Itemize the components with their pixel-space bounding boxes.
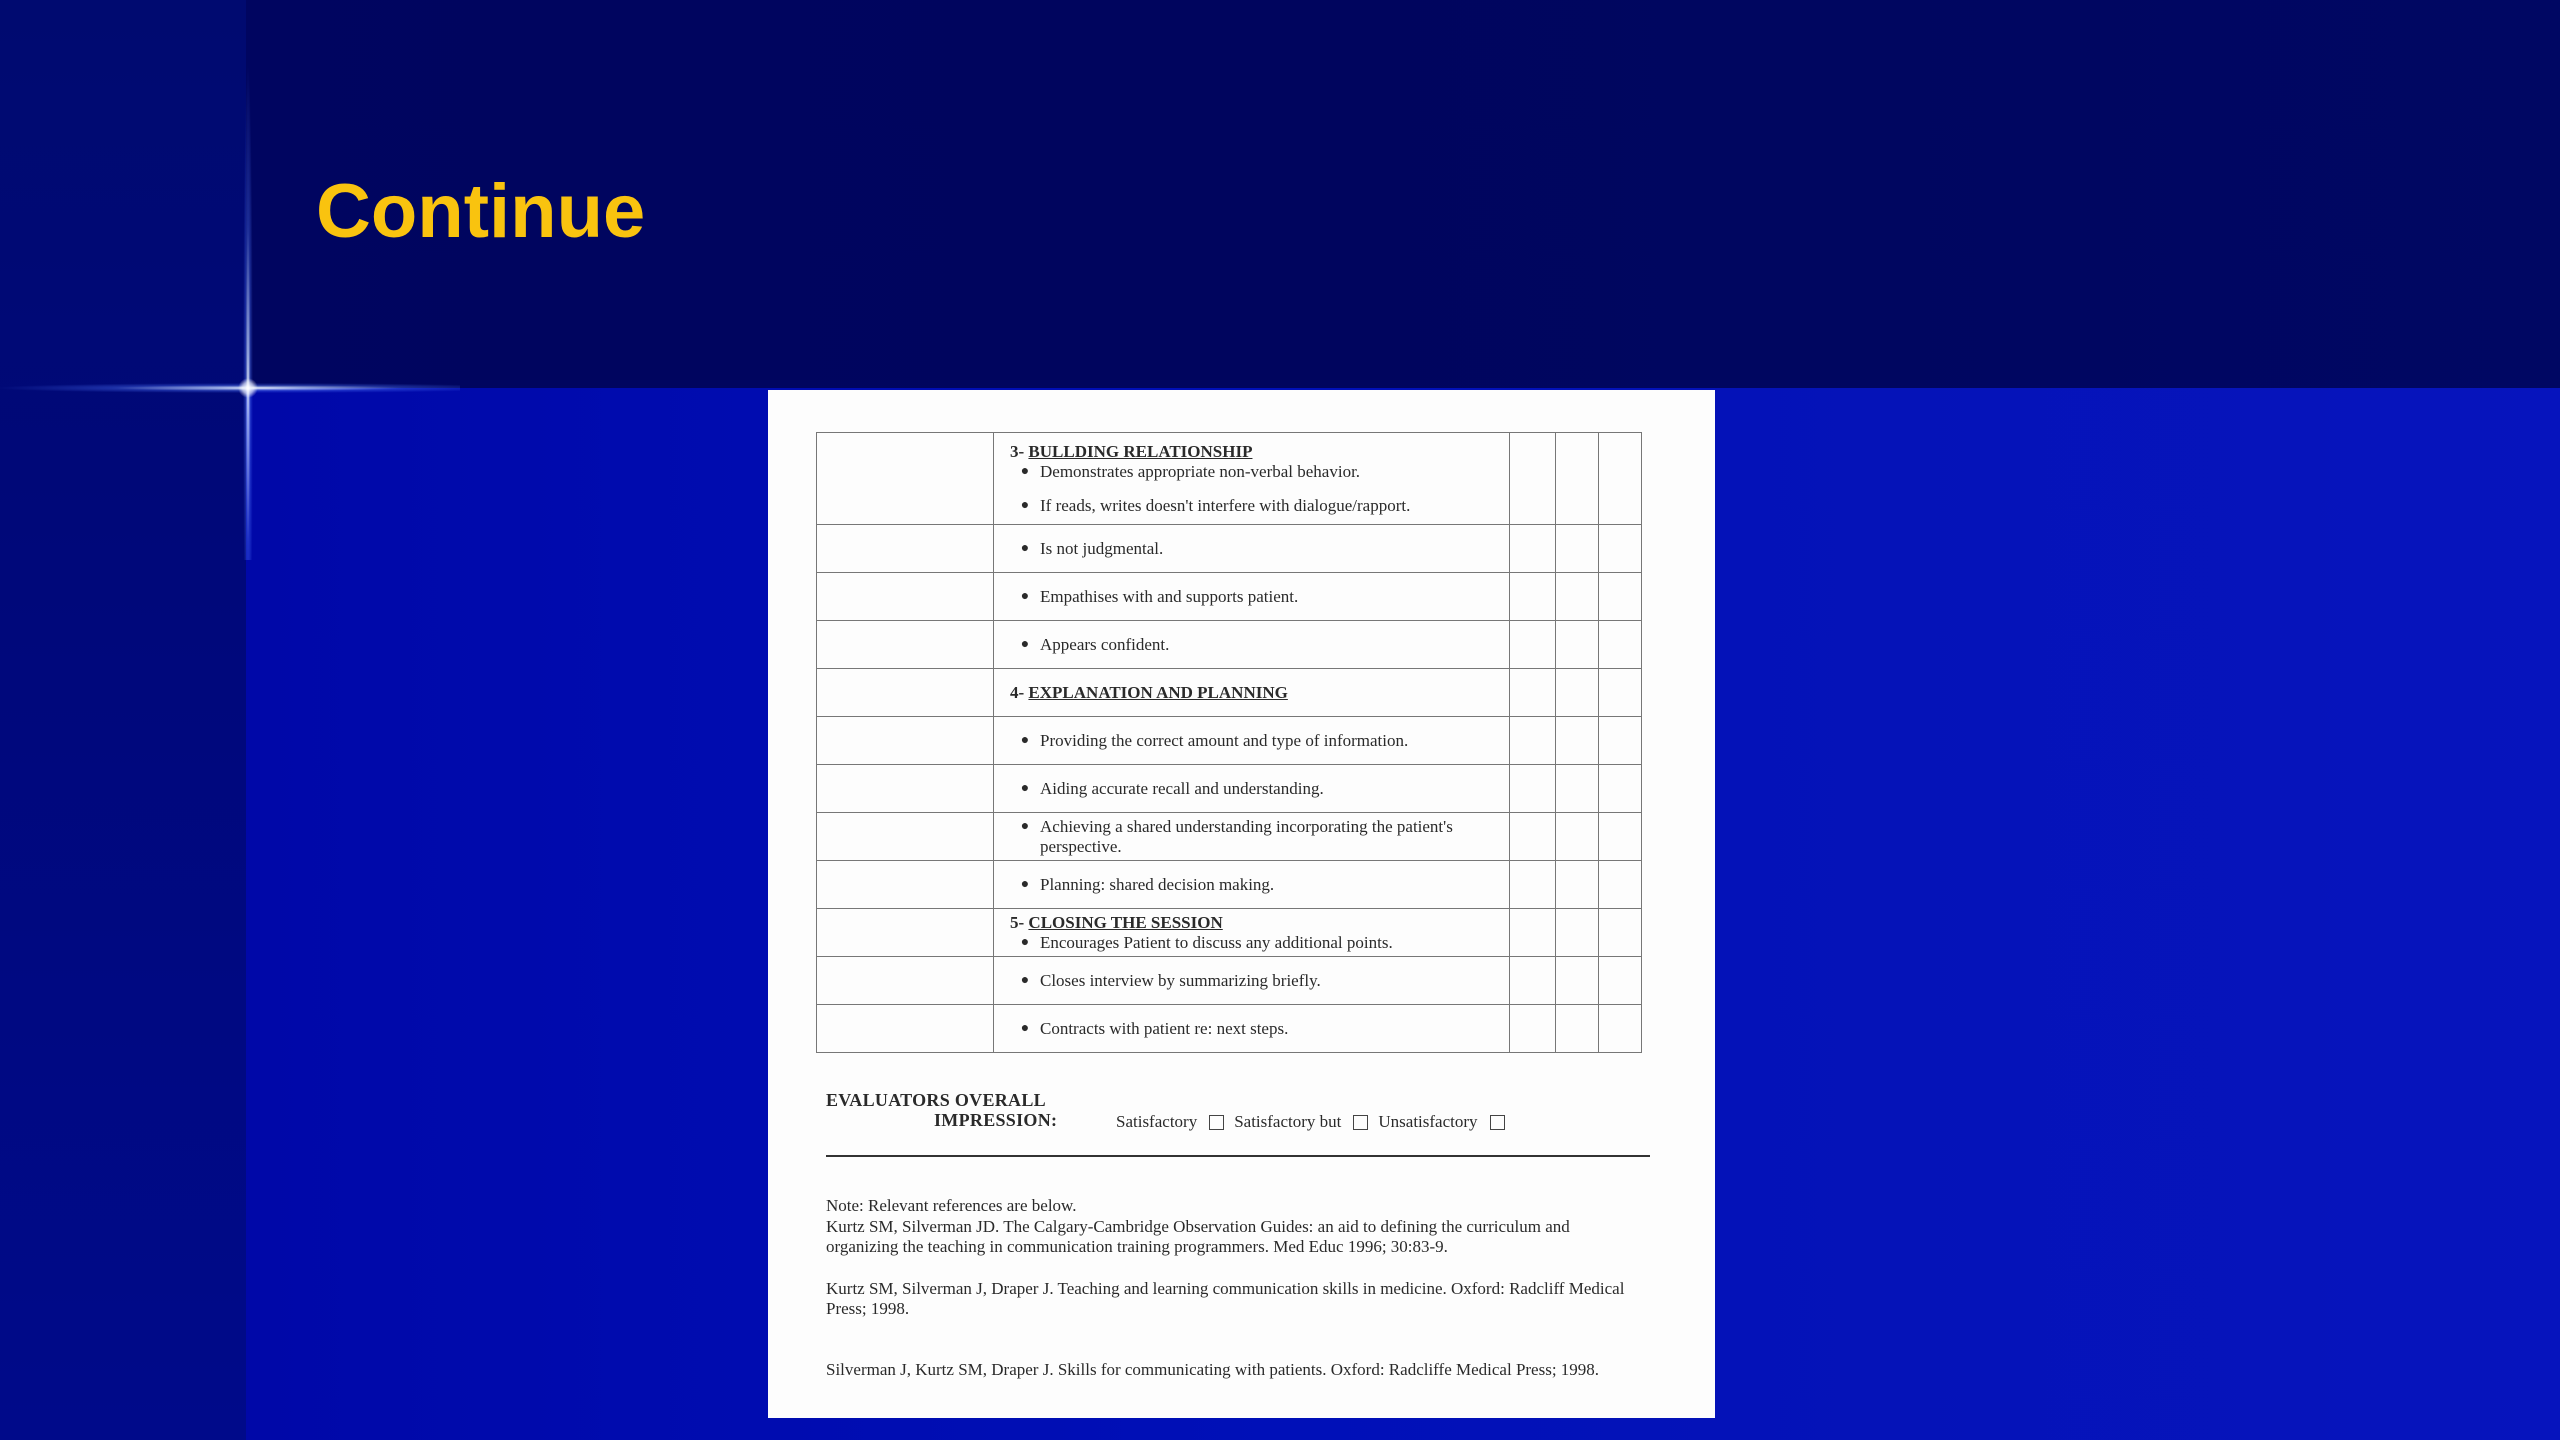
criteria-cell (994, 525, 1510, 573)
rating-cell[interactable] (1599, 717, 1642, 765)
evaluator-label-line2: IMPRESSION: (934, 1110, 1058, 1130)
rating-cell[interactable] (1599, 573, 1642, 621)
rating-cell[interactable] (1510, 669, 1556, 717)
bullet-icon: ● (1020, 780, 1030, 796)
rating-cell[interactable] (1556, 1005, 1599, 1053)
criteria-cell (994, 669, 1510, 717)
criteria-cell (994, 1005, 1510, 1053)
criteria-item (1010, 779, 1493, 799)
rating-cell[interactable] (1556, 909, 1599, 957)
score-cell[interactable] (817, 433, 994, 525)
table-row (817, 909, 1642, 957)
score-cell[interactable] (817, 621, 994, 669)
scanned-form-page (768, 390, 1715, 1418)
rating-cell[interactable] (1599, 669, 1642, 717)
rating-cell[interactable] (1599, 525, 1642, 573)
criteria-item (1010, 933, 1493, 953)
bullet-icon: ● (1020, 934, 1030, 950)
rating-cell[interactable] (1599, 433, 1642, 525)
criteria-cell (994, 957, 1510, 1005)
score-cell[interactable] (817, 669, 994, 717)
rating-cell[interactable] (1599, 909, 1642, 957)
criteria-item (1010, 731, 1493, 751)
bullet-icon: ● (1020, 540, 1030, 556)
table-row (817, 765, 1642, 813)
score-cell[interactable] (817, 957, 994, 1005)
checkbox-satisfactory[interactable] (1209, 1115, 1224, 1130)
section-title: EXPLANATION AND PLANNING (1028, 682, 1288, 702)
reference-paragraph: Silverman J, Kurtz SM, Draper J. Skills for communicating with patients. Oxford: Radcliffe Medical Press; 1998. (826, 1359, 1600, 1379)
rating-cell[interactable] (1510, 765, 1556, 813)
light-flare-horizontal (0, 383, 460, 393)
section-title: CLOSING THE SESSION (1028, 912, 1223, 932)
rating-cell[interactable] (1599, 861, 1642, 909)
impression-options (1116, 1112, 1515, 1132)
criteria-text: Providing the correct amount and type of information. (1040, 730, 1409, 750)
divider-line (826, 1155, 1650, 1157)
table-row (817, 621, 1642, 669)
criteria-cell (994, 433, 1510, 525)
criteria-item (1010, 587, 1493, 607)
section-number: 5- (1010, 912, 1025, 932)
section-number: 4- (1010, 682, 1025, 702)
score-cell[interactable] (817, 525, 994, 573)
section-title: BULLDING RELATIONSHIP (1028, 441, 1253, 461)
rating-cell[interactable] (1556, 621, 1599, 669)
references-block (826, 1196, 1626, 1401)
rating-cell[interactable] (1510, 957, 1556, 1005)
score-cell[interactable] (817, 1005, 994, 1053)
checkbox-satisfactory-but[interactable] (1353, 1115, 1368, 1130)
slide-title: Continue (316, 169, 646, 254)
bullet-icon: ● (1020, 818, 1030, 834)
rating-cell[interactable] (1599, 957, 1642, 1005)
rating-cell[interactable] (1510, 525, 1556, 573)
section-heading (1010, 442, 1493, 462)
table-row (817, 813, 1642, 861)
bullet-icon: ● (1020, 972, 1030, 988)
rating-cell[interactable] (1510, 717, 1556, 765)
rating-cell[interactable] (1510, 909, 1556, 957)
rating-cell[interactable] (1556, 525, 1599, 573)
criteria-item (1010, 462, 1493, 482)
rating-cell[interactable] (1556, 669, 1599, 717)
slide-left-band (0, 0, 246, 1440)
criteria-cell (994, 765, 1510, 813)
assessment-checklist-table (816, 432, 1642, 1053)
criteria-cell (994, 621, 1510, 669)
evaluator-impression (826, 1090, 1656, 1150)
rating-cell[interactable] (1599, 1005, 1642, 1053)
light-flare-core (238, 378, 258, 398)
rating-cell[interactable] (1510, 1005, 1556, 1053)
criteria-text: Appears confident. (1040, 634, 1170, 654)
checkbox-unsatisfactory[interactable] (1490, 1115, 1505, 1130)
criteria-text: Encourages Patient to discuss any additional points. (1040, 932, 1393, 952)
score-cell[interactable] (817, 909, 994, 957)
option-unsatisfactory-label: Unsatisfactory (1378, 1112, 1478, 1131)
score-cell[interactable] (817, 813, 994, 861)
criteria-cell (994, 861, 1510, 909)
rating-cell[interactable] (1599, 813, 1642, 861)
score-cell[interactable] (817, 717, 994, 765)
criteria-item (1010, 971, 1493, 991)
criteria-item (1010, 496, 1493, 516)
rating-cell[interactable] (1556, 813, 1599, 861)
score-cell[interactable] (817, 573, 994, 621)
criteria-cell (994, 717, 1510, 765)
bullet-icon: ● (1020, 1020, 1030, 1036)
criteria-item (1010, 817, 1493, 857)
table-row (817, 433, 1642, 525)
reference-paragraph: Note: Relevant references are below. Kurtz SM, Silverman JD. The Calgary-Cambridge Observation Guides: an aid to defining the curriculum and organizing the teaching in communication training programmers. Med Educ 1996; 30:83-9. (826, 1196, 1570, 1256)
rating-cell[interactable] (1556, 573, 1599, 621)
table-row (817, 1005, 1642, 1053)
table-row (817, 525, 1642, 573)
criteria-text: Planning: shared decision making. (1040, 874, 1275, 894)
evaluator-label-line1: EVALUATORS OVERALL (826, 1090, 1046, 1110)
criteria-text: Achieving a shared understanding incorporating the patient's perspective. (1040, 816, 1453, 856)
table-row (817, 861, 1642, 909)
bullet-icon: ● (1020, 732, 1030, 748)
rating-cell[interactable] (1510, 861, 1556, 909)
table-row (817, 957, 1642, 1005)
rating-cell[interactable] (1556, 765, 1599, 813)
bullet-icon: ● (1020, 588, 1030, 604)
light-flare-vertical (243, 60, 253, 560)
criteria-item (1010, 635, 1493, 655)
rating-cell[interactable] (1599, 621, 1642, 669)
criteria-text: Empathises with and supports patient. (1040, 586, 1299, 606)
rating-cell[interactable] (1599, 765, 1642, 813)
option-satisfactory-label: Satisfactory (1116, 1112, 1198, 1131)
reference-paragraph: Kurtz SM, Silverman J, Draper J. Teaching and learning communication skills in medicine. Oxford: Radcliff Medical Press; 1998. (826, 1278, 1625, 1318)
table-row (817, 669, 1642, 717)
criteria-text: If reads, writes doesn't interfere with dialogue/rapport. (1040, 495, 1411, 515)
bullet-icon: ● (1020, 463, 1030, 479)
rating-cell[interactable] (1556, 861, 1599, 909)
rating-cell[interactable] (1556, 717, 1599, 765)
rating-cell[interactable] (1510, 813, 1556, 861)
criteria-cell (994, 573, 1510, 621)
section-number: 3- (1010, 441, 1025, 461)
criteria-text: Demonstrates appropriate non-verbal behavior. (1040, 461, 1361, 481)
criteria-cell (994, 813, 1510, 861)
criteria-item (1010, 1019, 1493, 1039)
rating-cell[interactable] (1510, 433, 1556, 525)
section-heading (1010, 913, 1493, 933)
rating-cell[interactable] (1510, 573, 1556, 621)
rating-cell[interactable] (1556, 957, 1599, 1005)
criteria-text: Contracts with patient re: next steps. (1040, 1018, 1289, 1038)
bullet-icon: ● (1020, 636, 1030, 652)
section-heading (1010, 683, 1493, 703)
table-row (817, 717, 1642, 765)
criteria-text: Closes interview by summarizing briefly. (1040, 970, 1321, 990)
bullet-icon: ● (1020, 876, 1030, 892)
bullet-icon: ● (1020, 497, 1030, 513)
criteria-item (1010, 539, 1493, 559)
rating-cell[interactable] (1510, 621, 1556, 669)
criteria-cell (994, 909, 1510, 957)
score-cell[interactable] (817, 861, 994, 909)
table-row (817, 573, 1642, 621)
criteria-text: Is not judgmental. (1040, 538, 1164, 558)
score-cell[interactable] (817, 765, 994, 813)
criteria-text: Aiding accurate recall and understanding. (1040, 778, 1324, 798)
criteria-item (1010, 875, 1493, 895)
option-satisfactory-but-label: Satisfactory but (1234, 1112, 1342, 1131)
rating-cell[interactable] (1556, 433, 1599, 525)
